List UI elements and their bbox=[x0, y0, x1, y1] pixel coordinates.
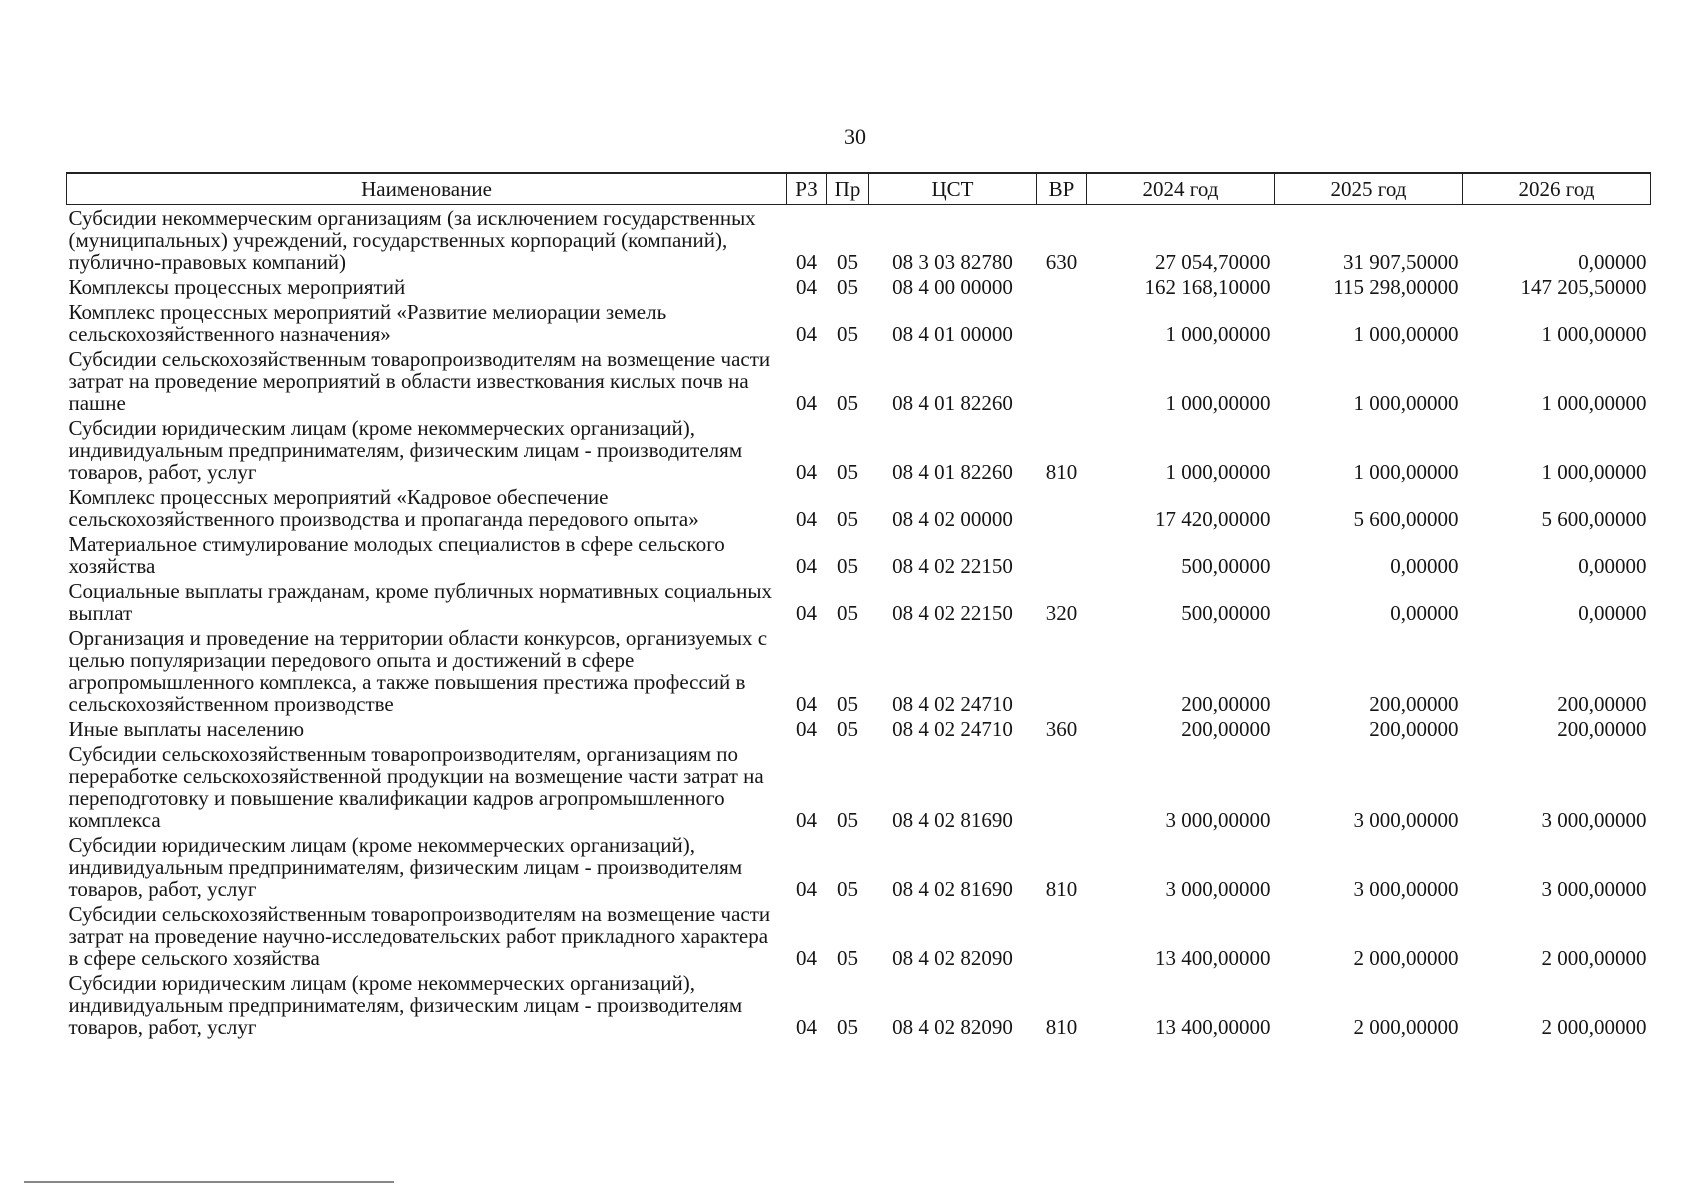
cell-pr: 05 bbox=[837, 692, 858, 716]
table-row bbox=[67, 832, 1651, 901]
footer-divider bbox=[24, 1181, 394, 1183]
cell-name: Социальные выплаты гражданам, кроме публичных нормативных социальных выплат bbox=[68, 579, 772, 625]
table-body bbox=[67, 205, 1651, 1040]
cell-2024: 13 400,00000 bbox=[1155, 946, 1271, 970]
header-2025: 2025 год bbox=[1275, 173, 1463, 205]
cell-2026: 0,00000 bbox=[1578, 601, 1647, 625]
cell-2025: 0,00000 bbox=[1390, 554, 1459, 578]
cell-2026: 147 205,50000 bbox=[1520, 275, 1647, 299]
cell-cst: 08 4 02 24710 bbox=[892, 692, 1013, 716]
cell-2026: 1 000,00000 bbox=[1541, 322, 1647, 346]
cell-2026: 2 000,00000 bbox=[1541, 1015, 1647, 1039]
cell-name: Субсидии юридическим лицам (кроме некоммерческих организаций), индивидуальным предпринимателям, физическим лицам - производителям товаров, работ, услуг bbox=[68, 416, 743, 484]
cell-2026: 2 000,00000 bbox=[1541, 946, 1647, 970]
cell-rz: 04 bbox=[796, 808, 817, 832]
cell-name: Субсидии сельскохозяйственным товаропроизводителям, организациям по переработке сельскохозяйственной продукции на возмещение части затрат на переподготовку и повышение квалификации кадров агропромышленного комплекса bbox=[68, 742, 764, 832]
cell-cst: 08 4 02 22150 bbox=[892, 554, 1013, 578]
cell-2025: 5 600,00000 bbox=[1353, 507, 1459, 531]
cell-cst: 08 4 02 24710 bbox=[892, 717, 1013, 741]
cell-cst: 08 4 01 82260 bbox=[892, 460, 1013, 484]
cell-vr bbox=[1037, 531, 1087, 578]
table-row bbox=[67, 716, 1651, 741]
cell-2026: 1 000,00000 bbox=[1541, 391, 1647, 415]
table-row bbox=[67, 741, 1651, 832]
cell-2025: 3 000,00000 bbox=[1353, 808, 1459, 832]
table-row bbox=[67, 299, 1651, 346]
cell-cst: 08 4 02 00000 bbox=[892, 507, 1013, 531]
header-pr: Пр bbox=[827, 173, 869, 205]
cell-vr: 810 bbox=[1045, 1015, 1078, 1039]
cell-2025: 200,00000 bbox=[1369, 717, 1459, 741]
cell-cst: 08 4 02 82090 bbox=[892, 946, 1013, 970]
cell-pr: 05 bbox=[837, 391, 858, 415]
cell-pr: 05 bbox=[837, 1015, 858, 1039]
cell-rz: 04 bbox=[796, 275, 817, 299]
cell-cst: 08 4 01 00000 bbox=[892, 322, 1013, 346]
cell-rz: 04 bbox=[796, 601, 817, 625]
cell-2025: 3 000,00000 bbox=[1353, 877, 1459, 901]
cell-2024: 1 000,00000 bbox=[1165, 322, 1271, 346]
cell-cst: 08 4 01 82260 bbox=[892, 391, 1013, 415]
cell-name: Субсидии юридическим лицам (кроме некоммерческих организаций), индивидуальным предпринимателям, физическим лицам - производителям товаров, работ, услуг bbox=[68, 833, 743, 901]
cell-pr: 05 bbox=[837, 946, 858, 970]
cell-rz: 04 bbox=[796, 460, 817, 484]
header-rz: РЗ bbox=[787, 173, 827, 205]
cell-2026: 0,00000 bbox=[1578, 250, 1647, 274]
table-row bbox=[67, 205, 1651, 275]
cell-name: Комплекс процессных мероприятий «Кадровое обеспечение сельскохозяйственного производства и пропаганда передового опыта» bbox=[68, 485, 699, 531]
budget-table bbox=[66, 172, 1651, 1039]
cell-vr bbox=[1037, 741, 1087, 832]
cell-pr: 05 bbox=[837, 877, 858, 901]
cell-vr: 810 bbox=[1045, 877, 1078, 901]
cell-vr bbox=[1037, 484, 1087, 531]
cell-vr bbox=[1037, 274, 1087, 299]
cell-cst: 08 4 00 00000 bbox=[892, 275, 1013, 299]
cell-2025: 2 000,00000 bbox=[1353, 1015, 1459, 1039]
cell-vr: 360 bbox=[1045, 717, 1078, 741]
cell-vr bbox=[1037, 346, 1087, 415]
page-number: 30 bbox=[844, 124, 866, 149]
cell-vr: 810 bbox=[1045, 460, 1078, 484]
cell-2026: 1 000,00000 bbox=[1541, 460, 1647, 484]
cell-2025: 0,00000 bbox=[1390, 601, 1459, 625]
cell-cst: 08 3 03 82780 bbox=[892, 250, 1013, 274]
cell-vr: 630 bbox=[1045, 250, 1078, 274]
cell-2024: 200,00000 bbox=[1181, 717, 1271, 741]
cell-pr: 05 bbox=[837, 717, 858, 741]
cell-pr: 05 bbox=[837, 601, 858, 625]
cell-2026: 200,00000 bbox=[1557, 717, 1647, 741]
cell-2024: 500,00000 bbox=[1181, 554, 1271, 578]
cell-vr: 320 bbox=[1045, 601, 1078, 625]
cell-2025: 2 000,00000 bbox=[1353, 946, 1459, 970]
cell-pr: 05 bbox=[837, 507, 858, 531]
cell-2025: 1 000,00000 bbox=[1353, 322, 1459, 346]
table-row bbox=[67, 415, 1651, 484]
cell-pr: 05 bbox=[837, 250, 858, 274]
cell-rz: 04 bbox=[796, 1015, 817, 1039]
cell-2025: 115 298,00000 bbox=[1333, 275, 1459, 299]
table-row bbox=[67, 531, 1651, 578]
cell-name: Материальное стимулирование молодых специалистов в сфере сельского хозяйства bbox=[68, 532, 725, 578]
cell-2024: 3 000,00000 bbox=[1165, 808, 1271, 832]
cell-2025: 1 000,00000 bbox=[1353, 460, 1459, 484]
cell-rz: 04 bbox=[796, 717, 817, 741]
cell-rz: 04 bbox=[796, 250, 817, 274]
cell-vr bbox=[1037, 299, 1087, 346]
cell-name: Иные выплаты населению bbox=[68, 717, 305, 741]
cell-2024: 17 420,00000 bbox=[1155, 507, 1271, 531]
table-row bbox=[67, 484, 1651, 531]
table-row bbox=[67, 274, 1651, 299]
cell-name: Комплексы процессных мероприятий bbox=[68, 275, 406, 299]
cell-2024: 1 000,00000 bbox=[1165, 460, 1271, 484]
cell-vr bbox=[1037, 625, 1087, 716]
cell-rz: 04 bbox=[796, 322, 817, 346]
cell-2026: 200,00000 bbox=[1557, 692, 1647, 716]
cell-rz: 04 bbox=[796, 946, 817, 970]
cell-rz: 04 bbox=[796, 877, 817, 901]
cell-2024: 500,00000 bbox=[1181, 601, 1271, 625]
cell-pr: 05 bbox=[837, 460, 858, 484]
cell-name: Комплекс процессных мероприятий «Развитие мелиорации земель сельскохозяйственного назначения» bbox=[68, 300, 667, 346]
header-cst: ЦСТ bbox=[869, 173, 1037, 205]
cell-2025: 31 907,50000 bbox=[1343, 250, 1459, 274]
cell-cst: 08 4 02 81690 bbox=[892, 877, 1013, 901]
cell-name: Субсидии некоммерческим организациям (за исключением государственных (муниципальных) учреждений, государственных корпораций (компаний), публично-правовых компаний) bbox=[68, 206, 756, 274]
cell-2025: 1 000,00000 bbox=[1353, 391, 1459, 415]
cell-rz: 04 bbox=[796, 391, 817, 415]
cell-2026: 3 000,00000 bbox=[1541, 808, 1647, 832]
cell-2024: 13 400,00000 bbox=[1155, 1015, 1271, 1039]
cell-2024: 27 054,70000 bbox=[1155, 250, 1271, 274]
table-row bbox=[67, 346, 1651, 415]
cell-pr: 05 bbox=[837, 275, 858, 299]
cell-name: Организация и проведение на территории области конкурсов, организуемых с целью популяризации передового опыта и достижений в сфере агропромышленного комплекса, а также повышения престижа профессий в сельскохозяйственном производстве bbox=[68, 626, 768, 716]
cell-2025: 200,00000 bbox=[1369, 692, 1459, 716]
table-row bbox=[67, 578, 1651, 625]
cell-vr bbox=[1037, 901, 1087, 970]
cell-2024: 3 000,00000 bbox=[1165, 877, 1271, 901]
header-vr: ВР bbox=[1037, 173, 1087, 205]
table-header-row bbox=[67, 173, 1651, 205]
cell-rz: 04 bbox=[796, 507, 817, 531]
cell-rz: 04 bbox=[796, 554, 817, 578]
cell-rz: 04 bbox=[796, 692, 817, 716]
cell-cst: 08 4 02 82090 bbox=[892, 1015, 1013, 1039]
cell-2026: 0,00000 bbox=[1578, 554, 1647, 578]
cell-name: Субсидии сельскохозяйственным товаропроизводителям на возмещение части затрат на проведение научно-исследовательских работ прикладного характера в сфере сельского хозяйства bbox=[68, 902, 771, 970]
cell-cst: 08 4 02 22150 bbox=[892, 601, 1013, 625]
cell-2024: 200,00000 bbox=[1181, 692, 1271, 716]
cell-2024: 162 168,10000 bbox=[1144, 275, 1271, 299]
cell-2026: 3 000,00000 bbox=[1541, 877, 1647, 901]
header-2026: 2026 год bbox=[1463, 173, 1651, 205]
cell-name: Субсидии юридическим лицам (кроме некоммерческих организаций), индивидуальным предпринимателям, физическим лицам - производителям товаров, работ, услуг bbox=[68, 971, 743, 1039]
table-row bbox=[67, 970, 1651, 1039]
cell-2024: 1 000,00000 bbox=[1165, 391, 1271, 415]
cell-pr: 05 bbox=[837, 554, 858, 578]
cell-cst: 08 4 02 81690 bbox=[892, 808, 1013, 832]
table-row bbox=[67, 625, 1651, 716]
cell-2026: 5 600,00000 bbox=[1541, 507, 1647, 531]
header-2024: 2024 год bbox=[1087, 173, 1275, 205]
table-row bbox=[67, 901, 1651, 970]
cell-pr: 05 bbox=[837, 808, 858, 832]
header-name: Наименование bbox=[67, 173, 787, 205]
cell-pr: 05 bbox=[837, 322, 858, 346]
cell-name: Субсидии сельскохозяйственным товаропроизводителям на возмещение части затрат на проведение мероприятий в области известкования кислых почв на пашне bbox=[68, 347, 771, 415]
